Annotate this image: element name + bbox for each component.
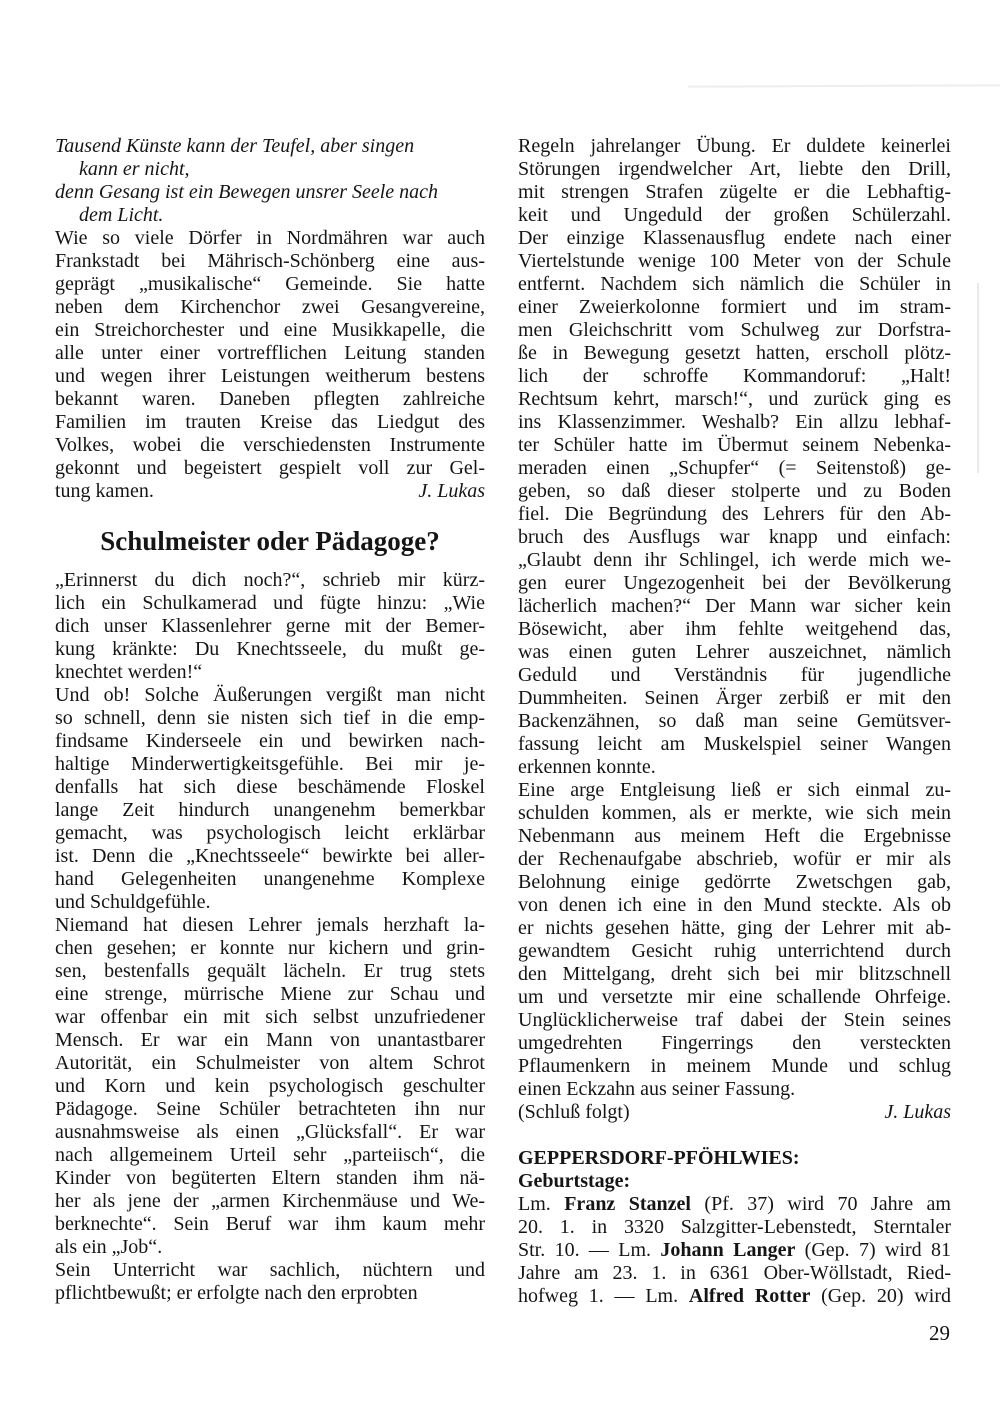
text-line: bruch des Ausflugs war knapp und einfach:	[518, 526, 951, 548]
text-line: mit strengen Strafen zügelte er die Lebhaftig-	[518, 181, 951, 203]
text-line: keit und Ungeduld der großen Schülerzahl.	[518, 204, 951, 226]
text-line: geprägt „musikalische“ Gemeinde. Sie hatte	[55, 273, 485, 295]
text-line: neben dem Kirchenchor zwei Gesangvereine,	[55, 296, 485, 318]
text-line: einer Zweierkolonne formiert und im stram-	[518, 296, 951, 318]
text-line: Bösewicht, aber ihm fehlte weitgehend das,	[518, 618, 951, 640]
article-heading: Schulmeister oder Pädagoge?	[100, 526, 440, 556]
text-line: und Korn und kein psychologisch geschulter	[55, 1075, 485, 1097]
text-line: dem Licht.	[79, 204, 164, 226]
text-segment: (Pf. 37) wird 70 Jahre am	[690, 1193, 951, 1215]
text-line: Regeln jahrelanger Übung. Er duldete keinerlei	[518, 135, 951, 157]
text-line: Autorität, ein Schulmeister von altem Schrot	[55, 1052, 485, 1074]
text-line: „Erinnerst du dich noch?“, schrieb mir kürz-	[55, 569, 485, 591]
text-line: und wegen ihrer Leistungen weitherum bestens	[55, 365, 485, 387]
text-line: entfernt. Nachdem sich nämlich die Schüler in	[518, 273, 951, 295]
text-line: Rechtsum kehrt, marsch!“, und zurück ging es	[518, 388, 951, 410]
text-line: umgedrehten Fingerrings den versteckten	[518, 1032, 951, 1054]
text-line: Backenzähnen, so daß man seine Gemütsver-	[518, 710, 951, 732]
text-line: fiel. Die Begründung des Lehrers für den Ab-	[518, 503, 951, 525]
text-line: Tausend Künste kann der Teufel, aber singen	[55, 135, 415, 157]
text-line: Familien im trauten Kreise das Liedgut des	[55, 411, 485, 433]
text-line: Geduld und Verständnis für jugendliche	[518, 664, 951, 686]
person-name: Franz Stanzel	[564, 1193, 691, 1215]
text-line: Pflaumenkern in meinem Munde und schlug	[518, 1055, 951, 1077]
left-column	[55, 135, 485, 1305]
text-segment: (Gep. 7) wird 81	[795, 1239, 951, 1261]
text-line: lächerlich machen?“ Der Mann war sicher kein	[518, 595, 951, 617]
text-line: gekonnt und begeistert gespielt voll zur Gel-	[55, 457, 485, 479]
text-line: lich ein Schulkamerad und fügte hinzu: „Wie	[55, 592, 485, 614]
person-name: Johann Langer	[660, 1239, 796, 1261]
text-line: chen gesehen; er konnte nur kichern und grin-	[55, 937, 485, 959]
text-line: Sein Unterricht war sachlich, nüchtern und	[55, 1259, 485, 1281]
text-line: Jahre am 23. 1. in 6361 Ober-Wöllstadt, Ried-	[518, 1262, 951, 1284]
text-line: Viertelstunde wenige 100 Meter von der Schule	[518, 250, 951, 272]
text-line: Nebenmann aus meinem Heft die Ergebnisse	[518, 825, 951, 847]
text-line: Wie so viele Dörfer in Nordmähren war auch	[55, 227, 485, 249]
text-line: haltige Minderwertigkeitsgefühle. Bei mir je-	[55, 753, 485, 775]
text-line: Der einzige Klassenausflug endete nach einer	[518, 227, 951, 249]
blank-line	[518, 1124, 951, 1147]
text-line: fassung leicht am Muskelspiel seiner Wangen	[518, 733, 951, 755]
text-line: Volkes, wobei die verschiedensten Instrumente	[55, 434, 485, 456]
text-line: war offenbar ein mit sich selbst unzufriedener	[55, 1006, 485, 1028]
person-name: Alfred Rotter	[688, 1285, 811, 1307]
text-line: lange Zeit hindurch unangenehm bemerkbar	[55, 799, 485, 821]
text-line: erkennen konnte.	[518, 756, 656, 778]
text-segment: Lm.	[518, 1193, 565, 1215]
text-line: von denen ich eine in den Mund steckte. Als ob	[518, 894, 951, 916]
text-line: „Glaubt denn ihr Schlingel, ich werde mich we-	[518, 549, 951, 571]
text-line: als ein „Job“.	[55, 1236, 163, 1258]
text-line: was einen guten Lehrer auszeichnet, nämlich	[518, 641, 951, 663]
text-line: knechtet werden!“	[55, 661, 203, 683]
text-line: Pädagoge. Seine Schüler betrachteten ihn nur	[55, 1098, 485, 1120]
text-segment: hofweg 1. — Lm.	[518, 1285, 689, 1307]
text-line: men Gleichschritt vom Schulweg zur Dorfstra-	[518, 319, 951, 341]
scan-artifact-horizontal-line	[688, 84, 1000, 87]
text-line: eine strenge, mürrische Miene zur Schau und	[55, 983, 485, 1005]
text-line: bekannt waren. Daneben pflegten zahlreiche	[55, 388, 485, 410]
text-line: hand Gelegenheiten unangenehme Komplexe	[55, 868, 485, 890]
text-line: schulden kommen, als er merkte, wie sich mein	[518, 802, 951, 824]
author-signature: J. Lukas	[884, 1101, 951, 1123]
text-line: berknechte“. Sein Beruf war ihm kaum mehr	[55, 1213, 485, 1235]
text-line: meraden einen „Schupfer“ (= Seitenstoß) ge-	[518, 457, 951, 479]
text-line: gemacht, was psychologisch leicht erklärbar	[55, 822, 485, 844]
text-segment: (Gep. 20) wird	[810, 1285, 951, 1307]
text-line: denfalls hat sich diese beschämende Floskel	[55, 776, 485, 798]
text-line: Geburtstage:	[518, 1170, 631, 1192]
text-segment: Str. 10. — Lm.	[518, 1239, 661, 1261]
text-line: GEPPERSDORF-PFÖHLWIES:	[518, 1147, 800, 1169]
text-line: Und ob! Solche Äußerungen vergißt man nicht	[55, 684, 485, 706]
line-text: tung kamen.	[55, 480, 154, 502]
text-line: ter Schüler hatte im Übermut seinem Nebenka-	[518, 434, 951, 456]
text-line: Unglücklicherweise traf dabei der Stein seines	[518, 1009, 951, 1031]
text-line: um und versetzte mir eine schallende Ohrfeige.	[518, 986, 951, 1008]
text-line: der Rechenaufgabe abschrieb, wofür er mir als	[518, 848, 951, 870]
text-line: und Schuldgefühle.	[55, 891, 211, 913]
text-line: kung kränkte: Du Knechtsseele, du mußt ge-	[55, 638, 485, 660]
text-line: kann er nicht,	[79, 158, 190, 180]
text-line: nach allgemeinem Urteil sehr „parteiisch“, die	[55, 1144, 485, 1166]
text-line: Niemand hat diesen Lehrer jemals herzhaft la-	[55, 914, 485, 936]
text-line: den Mittelgang, dreht sich bei mir blitzschnell	[518, 963, 951, 985]
author-signature: J. Lukas	[418, 480, 485, 502]
text-line: ausnahmsweise als einen „Glücksfall“. Er war	[55, 1121, 485, 1143]
text-line: so schnell, denn sie nisten sich tief in die emp-	[55, 707, 485, 729]
text-line: findsame Kinderseele ein und bewirken nach-	[55, 730, 485, 752]
text-line: Belohnung einige gedörrte Zwetschgen gab,	[518, 871, 951, 893]
text-line	[55, 480, 485, 503]
text-line: lich der schroffe Kommandoruf: „Halt!	[518, 365, 951, 387]
text-line: 20. 1. in 3320 Salzgitter-Lebenstedt, Sterntaler	[518, 1216, 951, 1238]
text-line: ist. Denn die „Knechtsseele“ bewirkte bei aller-	[55, 845, 485, 867]
text-line: dich unser Klassenlehrer gerne mit der Bemer-	[55, 615, 485, 637]
text-line: er nichts gesehen hätte, ging der Lehrer mit ab-	[518, 917, 951, 939]
text-line	[518, 1101, 951, 1124]
text-line: her als jene der „armen Kirchenmäuse und We-	[55, 1190, 485, 1212]
text-line: einen Eckzahn aus seiner Fassung.	[518, 1078, 796, 1100]
text-line: denn Gesang ist ein Bewegen unsrer Seele nach	[55, 181, 439, 203]
text-line: Dummheiten. Seinen Ärger zerbiß er mit den	[518, 687, 951, 709]
text-line: Störungen irgendwelcher Art, liebte den Drill,	[518, 158, 951, 180]
text-line: alle unter einer vortrefflichen Leitung standen	[55, 342, 485, 364]
line-text: (Schluß folgt)	[518, 1101, 630, 1123]
text-line: sen, bestenfalls gequält lächeln. Er trug stets	[55, 960, 485, 982]
page-number: 29	[929, 1321, 950, 1345]
text-line: ins Klassenzimmer. Weshalb? Ein allzu lebhaf-	[518, 411, 951, 433]
text-line: ße in Bewegung gesetzt hatten, erscholl plötz-	[518, 342, 951, 364]
text-line: gen eurer Ungezogenheit bei der Bevölkerung	[518, 572, 951, 594]
scan-artifact-vertical-line	[977, 283, 979, 473]
text-line: pflichtbewußt; er erfolgte nach den erprobten	[55, 1282, 418, 1304]
text-line: ein Streichorchester und eine Musikkapelle, die	[55, 319, 485, 341]
text-line: gewandtem Gesicht ruhig unterrichtend durch	[518, 940, 951, 962]
text-line: Eine arge Entgleisung ließ er sich einmal zu-	[518, 779, 951, 801]
text-line	[518, 1193, 951, 1216]
text-line: Kinder von begüterten Eltern standen ihm nä-	[55, 1167, 485, 1189]
right-column	[518, 135, 951, 1308]
text-line: Frankstadt bei Mährisch-Schönberg eine aus-	[55, 250, 485, 272]
text-line	[518, 1285, 951, 1308]
text-line	[518, 1239, 951, 1262]
text-line: Mensch. Er war ein Mann von unantastbarer	[55, 1029, 485, 1051]
text-line: geben, so daß dieser stolperte und zu Boden	[518, 480, 951, 502]
